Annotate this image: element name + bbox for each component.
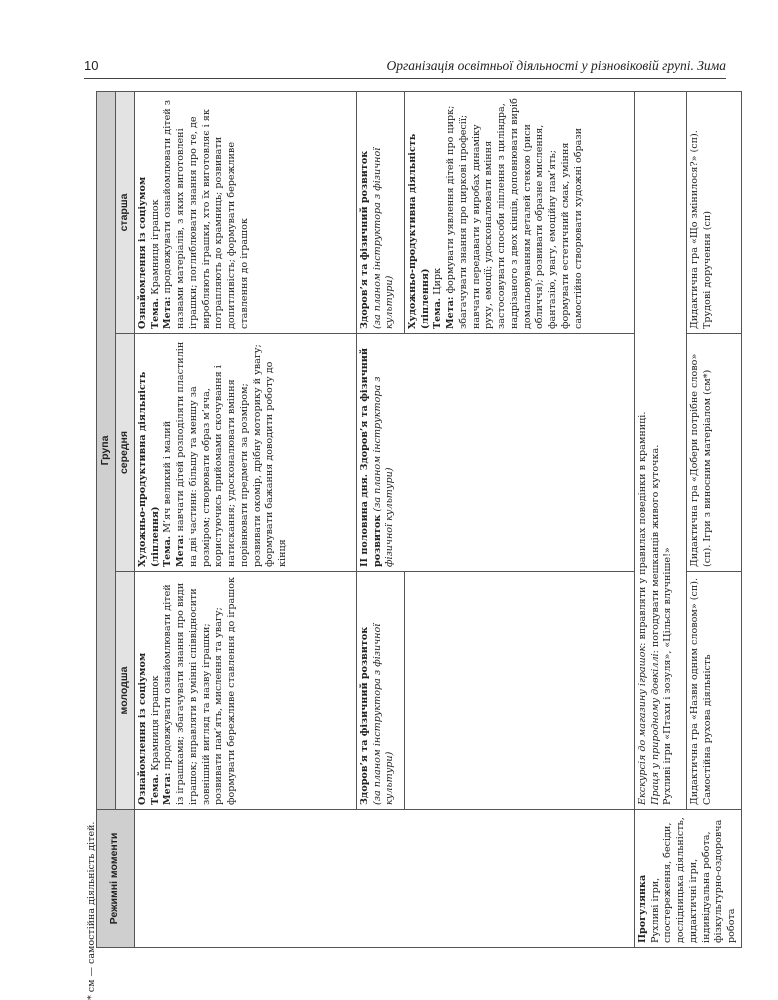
young-goal-label: Мета: xyxy=(162,772,174,805)
middle-modeling-cell xyxy=(134,334,356,572)
walk-senior-cell: Дидактична гра «Що змінилося?» (сп). Трудові доручення (сп) xyxy=(686,91,741,333)
walk-young-cell: Дидактична гра «Назви одним словом» (сп). Самостійна рухова діяльність xyxy=(686,572,741,810)
senior-circus-goal: формувати уявлення дітей про цирк; збагачувати знання про циркові професії; навчати передавати у виробах динаміку руху, емоції; удосконалювати вміння застосовувати способи ліплення з циліндра, надрізаного з двох кінців, доповнювати виріб домальовуванням деталей стекою (риси обличчя); розвивати образне мислення, фантазію, увагу, емоційну пам’ять; формувати естетичний смак, уміння самостійно створювати художні образи xyxy=(445,98,584,329)
young-empty-cell xyxy=(404,572,634,810)
middle-pe-title: II половина дня. Здоров’я та фізичний розвиток xyxy=(358,347,383,567)
page-header xyxy=(84,56,726,79)
senior-goal-label: Мета: xyxy=(162,296,174,329)
senior-circus-theme: Цирк xyxy=(432,267,444,298)
walk-cell xyxy=(634,810,741,948)
walk-games-text: Рухливі ігри «Птахи і зозуля», «Цілься влучніше!» xyxy=(662,547,674,805)
middle-theme-label: Тема. xyxy=(162,535,174,567)
senior-modeling-subtitle: (ліплення) xyxy=(419,268,431,329)
header-young: молодша xyxy=(115,572,134,810)
walk-middle-cell: Дидактична гра «Добери потрібне слово» (сп). Ігри з виносним матеріалом (см*) xyxy=(686,334,741,572)
senior-pe-title: Здоров’я та фізичний розвиток xyxy=(358,150,370,329)
senior-goal: продовжувати ознайомлювати дітей з назвами матеріалів, з яких виготовлені іграшки; поглиблювати знання про те, де виробляють іграшки, хто їх виготовляє і як потрапляють до крамниць; розвивати допитливість; формувати бережливе ставлення до іграшок xyxy=(162,100,250,329)
walk-labor-text: : погодувати мешканців живого куточка. xyxy=(649,444,661,654)
footnote-wrapper xyxy=(86,821,106,1000)
rotated-table-wrapper xyxy=(96,92,738,948)
middle-modeling-subtitle: (ліплення) xyxy=(149,506,161,567)
senior-pe-note: (за планом інструктора з фізичної культури) xyxy=(371,147,396,329)
senior-modeling-title: Художньо-продуктивна діяльність xyxy=(406,133,418,329)
footnote: * см — самостійна діяльність дітей. xyxy=(86,821,97,1000)
walk-excursion-label: Екскурсія до магазину іграшок xyxy=(636,645,648,805)
senior-modeling-cell xyxy=(404,91,634,333)
middle-theme: М’яч великий і малий xyxy=(162,420,174,536)
middle-goal: навчати дітей розподіляти пластилін на дві частини: більшу та меншу за розміром; створювати образ м’яча, користуючись прийомами скочування і натискання; удосконалювати вміння порівнювати предмети за розміром; розвивати окомір, дрібну моторику й увагу; формувати бажання доводити роботу до кінця xyxy=(175,341,289,567)
walk-excursion-text: : вправляти у правилах поведінки в крамниці. xyxy=(636,411,648,646)
young-pe-cell xyxy=(356,572,404,810)
middle-goal-label: Мета: xyxy=(175,534,187,567)
young-theme-label: Тема. xyxy=(149,773,161,805)
young-pe-title: Здоров’я та фізичний розвиток xyxy=(358,626,370,805)
header-senior: старша xyxy=(115,91,134,333)
header-regime: Режимні моменти xyxy=(97,810,135,948)
walk-description: Рухливі ігри, спостереження, бесіди, дослідницька діяльність, дидактичні ігри, індивідуальна робота, фізкультурно-оздоровча робота xyxy=(649,817,738,943)
running-title: Організація освітньої діяльності у різновіковій групі. Зима xyxy=(386,58,726,73)
header-middle: середня xyxy=(115,334,134,572)
senior-social-cell xyxy=(134,91,356,333)
middle-modeling-title: Художньо-продуктивна діяльність xyxy=(136,371,148,567)
senior-circus-theme-label: Тема. xyxy=(432,297,444,329)
walk-labor-label: Праця у природному довкіллі xyxy=(649,653,661,805)
header-group: Група xyxy=(97,91,116,809)
senior-theme-label: Тема. xyxy=(149,297,161,329)
senior-social-title: Ознайомлення із соціумом xyxy=(136,176,148,329)
senior-circus-goal-label: Мета: xyxy=(445,296,457,329)
young-theme: Крамниця іграшок xyxy=(149,675,161,774)
young-goal: продовжувати ознайомлювати дітей із іграшками; збагачувати знання про види іграшок; вправляти в умінні співвідносити зовнішній вигляд та назву іграшки; розвивати пам’ять, мислення та увагу; формувати бережливе ставлення до іграшок xyxy=(162,577,238,805)
senior-pe-cell xyxy=(356,91,404,333)
walk-title: Прогулянка xyxy=(636,874,648,943)
middle-pe-cell xyxy=(356,334,634,572)
young-pe-note: (за планом інструктора з фізичної культури) xyxy=(371,623,396,805)
walk-common-cell xyxy=(634,91,686,809)
schedule-table xyxy=(96,91,742,948)
regime-empty-cell xyxy=(134,810,634,948)
senior-theme: Крамниця іграшок xyxy=(149,199,161,298)
young-social-cell xyxy=(134,572,356,810)
page-number: 10 xyxy=(84,58,99,73)
young-social-title: Ознайомлення із соціумом xyxy=(136,652,148,805)
middle-pe-note: (за планом інструктора з фізичної культури) xyxy=(371,376,396,567)
